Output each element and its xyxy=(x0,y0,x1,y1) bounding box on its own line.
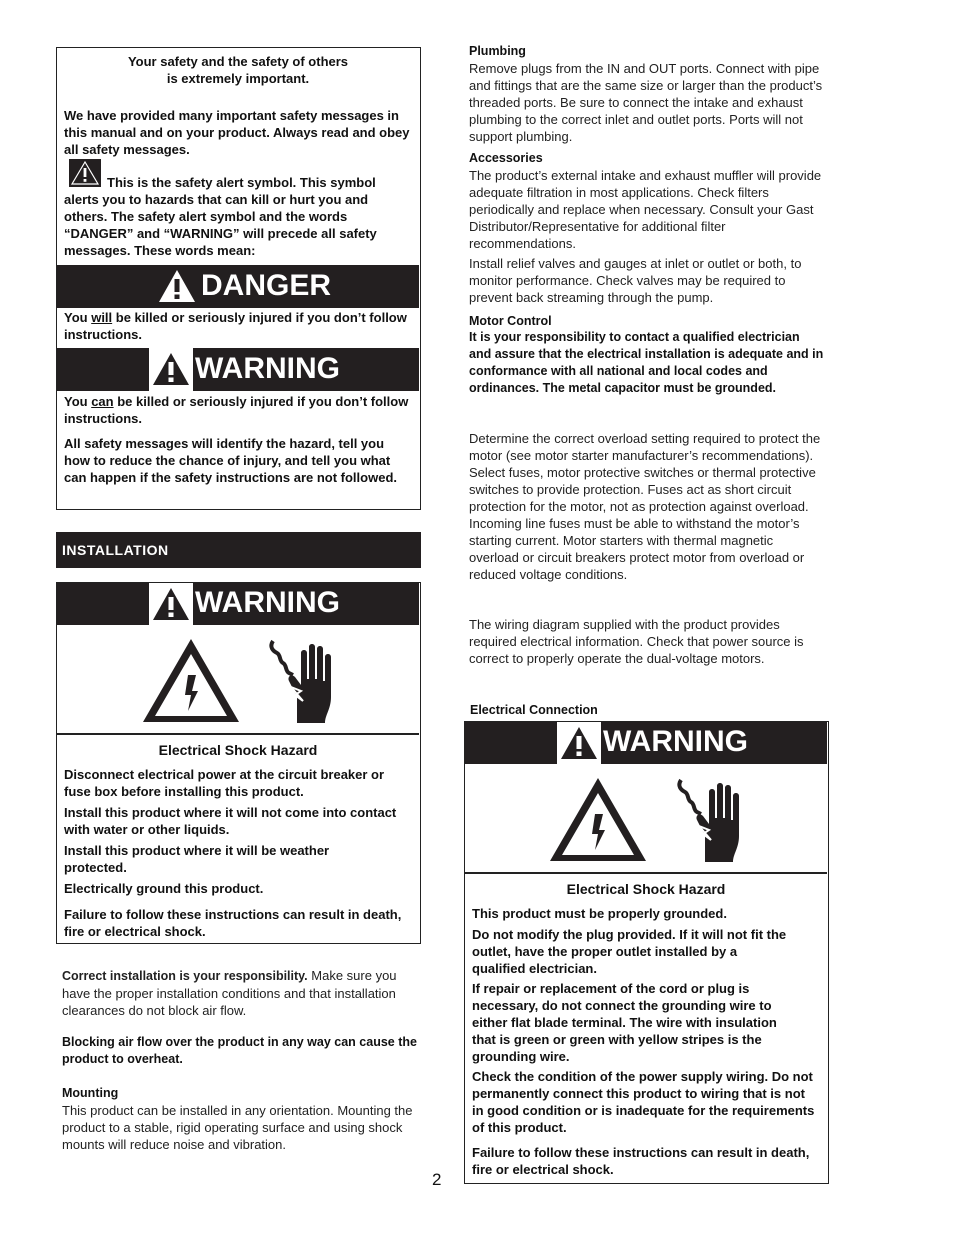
installation-item-3: Install this product where it will be weather protected. xyxy=(64,843,330,875)
warning-text: You can be killed or seriously injured if you don’t follow instructions. xyxy=(64,394,409,426)
danger-text: You will be killed or seriously injured if you don’t follow instructions. xyxy=(64,310,407,342)
installation-section-title: INSTALLATION xyxy=(56,532,421,568)
safety-symbol-text: This is the safety alert symbol. This symbol alerts you to hazards that can kill or hurt you and others. The safety alert symbol and the words “DANGER” and “WARNING” will precede all safety messages. These words mean: xyxy=(64,175,377,258)
installation-failure-text: Failure to follow these instructions can result in death, fire or electrical shock. xyxy=(64,907,402,939)
danger-banner xyxy=(57,265,419,308)
plumbing-heading: Plumbing xyxy=(469,44,526,58)
electrical-item-3: If repair or replacement of the cord or plug is necessary, do not connect the grounding wire to either flat blade terminal. The wire with insulation that is green or green with yellow stripes is the grounding wire. xyxy=(472,981,777,1064)
warning-label: WARNING xyxy=(195,352,340,385)
installation-hazard-title: Electrical Shock Hazard xyxy=(158,742,318,758)
warning-alert-icon xyxy=(151,586,191,622)
accessories-heading: Accessories xyxy=(469,151,543,165)
installation-item-1: Disconnect electrical power at the circuit breaker or fuse box before installing this product. xyxy=(64,767,385,799)
installation-item-4: Electrically ground this product. xyxy=(64,881,264,896)
electrical-item-2: Do not modify the plug provided. If it will not fit the outlet, have the proper outlet installed by a qualified electrician. xyxy=(472,927,787,976)
electrical-connection-heading: Electrical Connection xyxy=(470,703,598,717)
electrical-shock-triangle-icon xyxy=(141,637,241,725)
hazard-divider xyxy=(465,872,827,874)
hazard-divider xyxy=(57,733,419,735)
plumbing-text: Remove plugs from the IN and OUT ports. Connect with pipe and fittings that are the same size or larger than the product’s threaded ports. Be sure to connect the intake and exhaust plumbing to the correct inlet and outlet ports. Ports will not support plumbing. xyxy=(469,61,823,144)
electrical-hazard-title: Electrical Shock Hazard xyxy=(566,881,726,897)
warning-banner xyxy=(57,348,419,391)
accessories-text-1: The product’s external intake and exhaust muffler will provide adequate filtration in most applications. Check filters periodically and replace when necessary. Consult your Gast Distributor/Representative for additional filter recommendations. xyxy=(469,168,822,251)
warning-label: WARNING xyxy=(603,725,748,758)
warning-alert-icon xyxy=(151,351,191,387)
motor-control-text: Determine the correct overload setting required to protect the motor (see motor starter manufacturer’s recommendations). Select fuses, motor protective switches or thermal protective switches to provide protection. Fuses act as short circuit protection for the motor, not as protection against overload. Incoming line fuses must be able to withstand the motor’s starting current. Motor starters with thermal magnetic overload or circuit breakers protect motor from overload or reduced voltage conditions. xyxy=(469,431,821,582)
installation-warning-box xyxy=(56,582,421,944)
electrical-warning-box xyxy=(464,721,829,1184)
safety-message-box xyxy=(56,47,421,510)
electrical-warning-banner xyxy=(465,722,827,764)
mounting-heading: Mounting xyxy=(62,1086,119,1100)
all-messages-text: All safety messages will identify the hazard, tell you how to reduce the chance of injury, and tell you what can happen if the safety instructions are not followed. xyxy=(64,436,397,485)
electrical-item-1: This product must be properly grounded. xyxy=(472,906,727,921)
installation-warning-banner xyxy=(57,583,419,625)
correct-installation-text: Correct installation is your responsibility. Make sure you have the proper installation conditions and that installation clearances do not block air flow. xyxy=(62,968,397,1018)
hand-shock-icon xyxy=(267,635,343,727)
safety-heading: Your safety and the safety of others is extremely important. xyxy=(127,54,349,86)
electrical-shock-triangle-icon xyxy=(548,776,648,864)
installation-item-2: Install this product where it will not come into contact with water or other liquids. xyxy=(64,805,397,837)
electrical-failure-text: Failure to follow these instructions can result in death, fire or electrical shock. xyxy=(472,1145,810,1177)
warning-label: WARNING xyxy=(195,586,340,619)
blocking-airflow-text: Blocking air flow over the product in any way can cause the product to overheat. xyxy=(62,1035,417,1066)
accessories-text-2: Install relief valves and gauges at inlet or outlet or both, to monitor performance. Check valves may be required to prevent back streaming through the pump. xyxy=(469,256,802,305)
wiring-diagram-text: The wiring diagram supplied with the product provides required electrical information. Check that power source is correct to properly operate the dual-voltage motors. xyxy=(469,617,804,666)
hand-shock-icon xyxy=(675,774,751,866)
danger-label: DANGER xyxy=(201,269,332,302)
danger-alert-icon xyxy=(157,268,197,304)
electrical-item-4: Check the condition of the power supply wiring. Do not permanently connect this product to wiring that is not in good condition or is inadequate for the requirements of this product. xyxy=(472,1069,815,1135)
mounting-text: This product can be installed in any orientation. Mounting the product to a stable, rigid operating surface and using shock mounts will reduce noise and vibration. xyxy=(62,1103,413,1152)
motor-control-heading: Motor Control xyxy=(469,314,552,328)
page-number: 2 xyxy=(432,1170,442,1189)
motor-control-bold-text: It is your responsibility to contact a qualified electrician and assure that the electrical installation is adequate and in conformance with all national and local codes and ordinances. The metal capacitor must be grounded. xyxy=(469,330,824,395)
safety-intro: We have provided many important safety messages in this manual and on your product. Always read and obey all safety messages. xyxy=(64,108,410,157)
warning-alert-icon xyxy=(559,725,599,761)
